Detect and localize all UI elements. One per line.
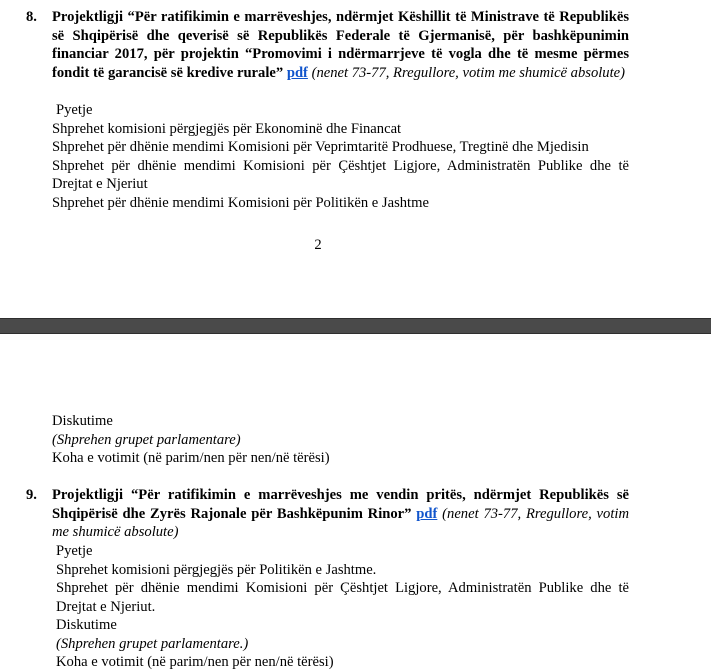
lead-committee-line: Shprehet komisioni përgjegjës për Politikën e Jashtme. [56, 561, 377, 578]
item-number: 8. [26, 9, 37, 25]
lead-committee-line: Shprehet komisioni përgjegjës për Ekonominë dhe Financat [52, 120, 402, 137]
opinion-committee-line: Shprehet për dhënie mendimi Komisioni për Veprimtaritë Prodhuese, Tregtinë dhe Mjedisin [52, 139, 589, 155]
discussion-line: Diskutime [52, 413, 113, 429]
vote-line: Koha e votimit (në parim/nen për nen/në tërësi) [56, 654, 334, 670]
discussion-line: Diskutime [56, 617, 117, 633]
item-note: (nenet 73-77, Rregullore, votim me shumicë absolute) [311, 64, 625, 81]
document-page-1 [0, 0, 711, 318]
opinion-committee-line: Shprehet për dhënie mendimi Komisioni për Politikën e Jashtme [52, 194, 429, 211]
item-title-text: Projektligji “Për ratifikimin e marrëveshjes, ndërmjet Këshillit të Ministrave të Republikës së Shqipërisë dhe qeverisë së Republikës Federale të Gjermanisë, për bashkëpunimin financiar 2017, për projektin “Promovimi i ndërmarrjeve të vogla dhe të mesme përmes fondit të garancisë së kredive rurale” [52, 9, 629, 81]
item-details [52, 101, 629, 212]
vote-line: Koha e votimit (në parim/nen për nen/në tërësi) [52, 450, 330, 466]
document-page-2 [0, 334, 711, 669]
item-note: (nenet 73-77, Rregullore, votim me shumicë absolute) [52, 505, 629, 540]
continued-item-8-details [52, 412, 629, 468]
page-number: 2 [314, 237, 322, 253]
pdf-link[interactable]: pdf [416, 505, 438, 522]
item-title [52, 486, 629, 542]
groups-line: (Shprehen grupet parlamentare.) [56, 635, 249, 652]
questions-line: Pyetje [56, 102, 93, 118]
item-title [52, 8, 629, 82]
item-number: 9. [26, 487, 37, 503]
pdf-link[interactable]: pdf [286, 64, 308, 81]
opinion-committee-line: Shprehet për dhënie mendimi Komisioni për Çështjet Ligjore, Administratën Publike dhe të Drejtat e Njeriut. [56, 580, 629, 615]
item-title-text: Projektligji “Për ratifikimin e marrëveshjes me vendin pritës, ndërmjet Republikës së Shqipërisë dhe Zyrës Rajonale për Bashkëpunim Rinor” [52, 487, 629, 522]
questions-line: Pyetje [56, 543, 93, 559]
page-separator [0, 318, 711, 334]
item-details [52, 542, 629, 672]
groups-line: (Shprehen grupet parlamentare) [52, 431, 241, 448]
opinion-committee-line: Shprehet për dhënie mendimi Komisioni për Çështjet Ligjore, Administratën Publike dhe të Drejtat e Njeriut [52, 157, 629, 192]
